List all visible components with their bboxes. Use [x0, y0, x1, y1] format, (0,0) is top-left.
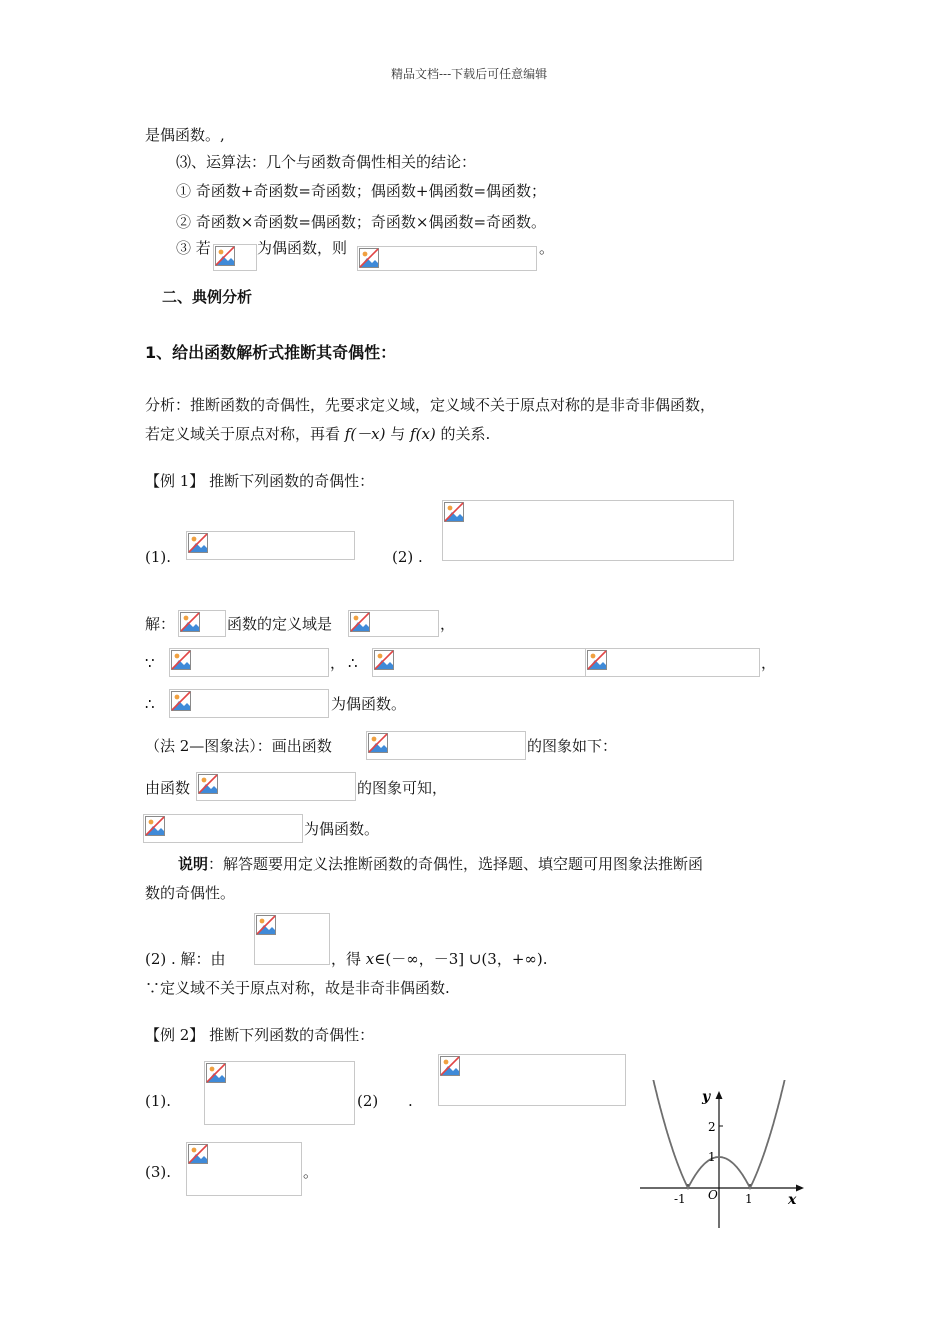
therefore-symbol: ∴ [145, 695, 155, 713]
formula-image [213, 244, 257, 271]
text-span: 的关系. [435, 425, 491, 443]
broken-image-icon [359, 248, 379, 268]
example-2-label: 【例 2】 推断下列函数的奇偶性： [145, 1026, 375, 1044]
punctuation: ， [440, 615, 456, 633]
formula-image [169, 648, 329, 677]
y-axis-label: y [702, 1089, 711, 1105]
broken-image-icon [198, 774, 218, 794]
broken-image-icon [180, 612, 200, 632]
tick-label-y-2: 2 [708, 1120, 716, 1134]
formula-image [438, 1054, 626, 1106]
broken-image-icon [440, 1056, 460, 1076]
origin-label: O [708, 1188, 718, 1202]
solution-label: 解： [145, 615, 176, 633]
formula-image [442, 500, 734, 561]
math-f-neg-x: f(－x) [344, 425, 386, 443]
broken-image-icon [171, 650, 191, 670]
broken-image-icon [171, 691, 191, 711]
note-line-2: 数的奇偶性。 [145, 884, 236, 902]
broken-image-icon [444, 502, 464, 522]
topic-heading: 1、给出函数解析式推断其奇偶性： [145, 343, 397, 362]
broken-image-icon [188, 533, 208, 553]
section-heading: 二、典例分析 [162, 288, 253, 306]
from-graph-text: 由函数 [145, 779, 191, 797]
tick-label-x-1: 1 [745, 1192, 753, 1206]
page-header: 精品文档---下载后可任意编辑 [391, 67, 548, 81]
domain-text: 函数的定义域是 [227, 615, 333, 633]
math-f-x: f(x) [410, 425, 436, 443]
broken-image-icon [587, 650, 607, 670]
conclusion-text: 为偶函数。 [331, 695, 407, 713]
note-line-1 [178, 854, 703, 874]
broken-image-icon [188, 1144, 208, 1164]
punctuation: ， [330, 654, 346, 672]
formula-image [186, 531, 355, 560]
rule-item-3-mid: 为偶函数，则 [257, 239, 348, 257]
formula-image [143, 814, 303, 843]
text-span: 与 [385, 425, 411, 443]
formula-image [178, 610, 226, 637]
tick-label-y-1: 1 [708, 1150, 716, 1164]
part-2-conclusion: ∵定义域不关于原点对称，故是非奇非偶函数. [145, 979, 450, 997]
math-x: x [365, 950, 375, 968]
formula-image [186, 1142, 302, 1196]
part-2-result [331, 949, 548, 969]
example-2-item-3: (3). [145, 1163, 172, 1181]
punctuation: ， [761, 654, 777, 672]
rule-item-2: ② 奇函数×奇函数=偶函数；奇函数×偶函数=奇函数。 [176, 213, 547, 231]
example-2-item-1: (1). [145, 1092, 172, 1110]
example-1-item-1: (1). [145, 548, 172, 566]
x-axis-arrow-icon [796, 1185, 804, 1192]
text-span: ∈(－∞，－3] ∪(3，+∞). [374, 950, 548, 968]
tick-label-x-neg1: -1 [674, 1192, 686, 1206]
text-line: 是偶函数。, [145, 126, 225, 144]
formula-image [204, 1061, 355, 1125]
broken-image-icon [145, 816, 165, 836]
rule-title: ⑶、运算法：几个与函数奇偶性相关的结论： [176, 153, 477, 171]
text-span: 若定义域关于原点对称，再看 [145, 425, 345, 443]
rule-item-3-prefix: ③ 若 [176, 239, 211, 257]
formula-image [372, 648, 586, 677]
formula-image [196, 772, 356, 801]
because-symbol: ∵ [145, 654, 155, 672]
broken-image-icon [374, 650, 394, 670]
formula-image [585, 648, 760, 677]
part-2-prefix: (2) . 解：由 [145, 950, 226, 968]
formula-image [169, 689, 329, 718]
formula-image [357, 246, 537, 271]
x-axis-label: x [788, 1192, 797, 1208]
broken-image-icon [206, 1063, 226, 1083]
punctuation: 。 [303, 1163, 319, 1181]
broken-image-icon [368, 733, 388, 753]
example-2-item-2: (2) [357, 1092, 379, 1110]
note-label: 说明 [178, 855, 209, 873]
analysis-line-1: 分析：推断函数的奇偶性，先要求定义域，定义域不关于原点对称的是非奇非偶函数， [145, 396, 716, 414]
formula-image [366, 731, 526, 760]
formula-image [254, 913, 330, 965]
function-graph [630, 1080, 815, 1235]
method-2-suffix: 的图象如下： [527, 737, 618, 755]
broken-image-icon [350, 612, 370, 632]
example-1-label: 【例 1】 推断下列函数的奇偶性： [145, 472, 375, 490]
formula-image [348, 610, 439, 637]
broken-image-icon [215, 246, 235, 266]
punctuation: . [408, 1092, 413, 1110]
from-graph-suffix: 的图象可知， [357, 779, 448, 797]
text-span: ，得 [331, 950, 366, 968]
broken-image-icon [256, 915, 276, 935]
rule-item-1: ① 奇函数+奇函数=奇函数；偶函数+偶函数=偶函数； [176, 182, 547, 200]
rule-item-3-end: 。 [539, 239, 555, 257]
analysis-line-2 [145, 424, 490, 444]
y-axis-arrow-icon [716, 1091, 723, 1099]
method-2-text: （法 2—图象法）：画出函数 [145, 737, 332, 755]
text-span: ：解答题要用定义法推断函数的奇偶性，选择题、填空题可用图象法推断函 [208, 855, 704, 873]
example-1-item-2: (2) . [392, 548, 423, 566]
conclusion-text: 为偶函数。 [304, 820, 380, 838]
therefore-symbol: ∴ [348, 654, 358, 672]
